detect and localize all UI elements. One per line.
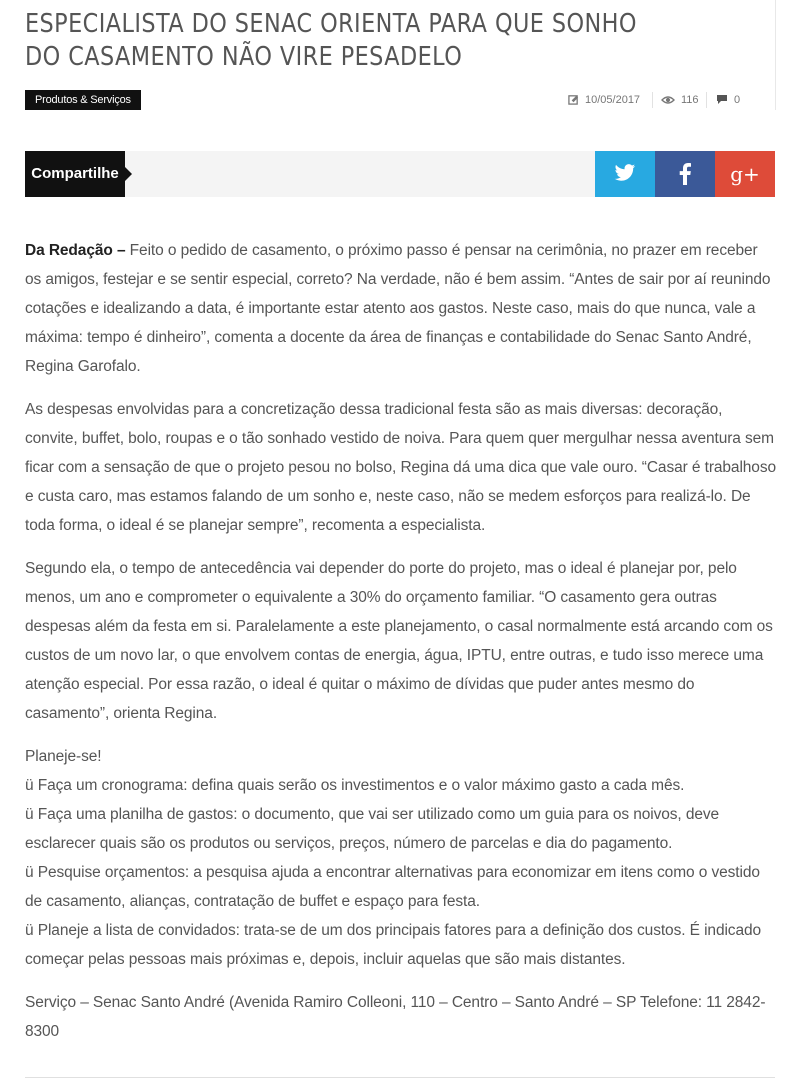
share-label: Compartilhe — [25, 151, 125, 197]
twitter-share-button[interactable] — [595, 151, 655, 197]
paragraph-intro — [25, 236, 777, 381]
post-date-text: 10/05/2017 — [585, 94, 641, 106]
header-right-divider — [775, 0, 776, 110]
post-comments[interactable] — [716, 92, 740, 108]
article-title: ESPECIALISTA DO SENAC ORIENTA PARA QUE SONHO DO CASAMENTO NÃO VIRE PESADELO — [25, 9, 637, 72]
planning-list — [25, 742, 777, 974]
share-bar — [25, 151, 775, 197]
eye-icon — [661, 95, 675, 105]
paragraph: Segundo ela, o tempo de antecedência vai depender do porte do projeto, mas o ideal é planejar por, pelo menos, um ano e comprometer o equivalente a 30% do orçamento familiar. “O casamento gera outras despesas além da festa em si. Paralelamente a este planejamento, o casal normalmente está arcando com os custos de um novo lar, o que envolvem contas de energia, água, IPTU, entre outras, e tudo isso merece uma atenção especial. Por essa razão, o ideal é quitar o máximo de dívidas que puder antes mesmo do casamento”, orienta Regina. — [25, 560, 773, 722]
meta-divider — [706, 92, 707, 108]
post-date — [568, 92, 640, 108]
list-item: ü Pesquise orçamentos: a pesquisa ajuda a encontrar alternativas para economizar em itens como o vestido de casamento, alianças, contratação de buffet e espaço para festa. — [25, 864, 760, 910]
twitter-icon — [614, 163, 636, 183]
post-comments-count: 0 — [734, 94, 741, 106]
byline: Da Redação – — [25, 242, 126, 259]
googleplus-icon: g+ — [730, 162, 760, 186]
list-item: ü Planeje a lista de convidados: trata-se de um dos principais fatores para a definição dos custos. É indicado começar pelas pessoas mais próximas e, depois, incluir aquelas que são mais distantes. — [25, 922, 762, 968]
list-item: ü Faça um cronograma: defina quais serão os investimentos e o valor máximo gasto a cada mês. — [25, 777, 685, 794]
paragraph-text: Feito o pedido de casamento, o próximo passo é pensar na cerimônia, no prazer em receber os amigos, festejar e se sentir especial, correto? Na verdade, não é bem assim. “Antes de sair por aí reunindo cotações e idealizando a data, é importante estar atento aos gastos. Neste caso, mais do que nunca, vale a máxima: tempo é dinheiro”, comenta a docente da área de finanças e contabilidade do Senac Santo André, Regina Garofalo. — [25, 242, 771, 375]
paragraph: As despesas envolvidas para a concretização dessa tradicional festa são as mais diversas: decoração, convite, buffet, bolo, roupas e o tão sonhado vestido de noiva. Para quem quer mergulhar nessa aventura sem ficar com a sensação de que o projeto pesou no bolso, Regina dá uma dica que vale ouro. “Casar é trabalhoso e custa caro, mas estamos falando de um sonho e, neste caso, não se medem esforços para realizá-lo. De toda forma, o ideal é se planejar sempre”, recomenta a especialista. — [25, 401, 776, 534]
list-heading: Planeje-se! — [25, 748, 102, 765]
footer-divider — [25, 1077, 775, 1078]
googleplus-share-button[interactable] — [715, 151, 775, 197]
article-body — [25, 236, 777, 1060]
service-info: Serviço – Senac Santo André (Avenida Ramiro Colleoni, 110 – Centro – Santo André – SP Telefone: 11 2842-8300 — [25, 994, 766, 1040]
post-views — [661, 92, 699, 108]
category-badge[interactable]: Produtos & Serviços — [25, 90, 141, 110]
post-views-count: 116 — [681, 94, 699, 106]
edit-icon — [568, 94, 579, 105]
comment-icon — [716, 94, 728, 105]
list-item: ü Faça uma planilha de gastos: o documento, que vai ser utilizado como um guia para os noivos, deve esclarecer quais são os produtos ou serviços, preços, número de parcelas e dia do pagamento. — [25, 806, 720, 852]
facebook-icon — [679, 163, 691, 185]
meta-divider — [652, 92, 653, 108]
facebook-share-button[interactable] — [655, 151, 715, 197]
